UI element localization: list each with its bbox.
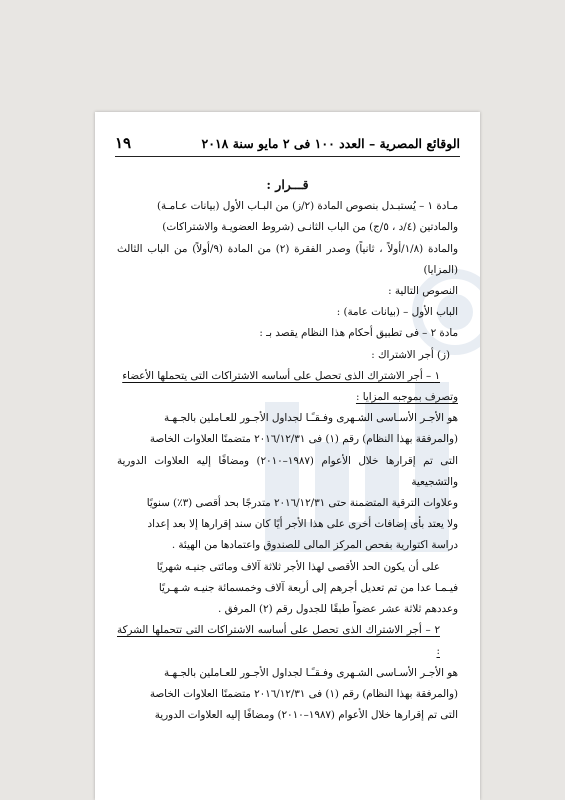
- text-line: (والمرفقة بهذا النظام) رقم (١) فى ٢٠١٦/١٢/٣١ متضمنًا العلاوات الخاصة: [149, 433, 458, 446]
- text-line: (ز) أجر الاشتراك :: [371, 348, 450, 361]
- document-body: [117, 174, 458, 726]
- page-number: ١٩: [115, 134, 132, 152]
- text-line: على أن يكون الحد الأقصى لهذا الأجر ثلاثة آلاف ومائتى جنيـه شهريًا: [156, 560, 440, 573]
- text-line: والمادة (١/٨/أولاً ، ثانياً) وصدر الفقرة (٢) من المادة (٩/أولاً) من الباب الثالث (المزايا): [117, 242, 458, 276]
- document-page: [95, 112, 480, 800]
- text-line: هو الأجـر الأسـاسى الشـهرى وفـقـًـا لجداول الأجـور للعـاملين بالجـهـة: [164, 412, 458, 425]
- clause-title: ١ – أجر الاشتراك الذى تحصل على أساسه الاشتراكات التى يتحملها الأعضاء: [122, 369, 440, 382]
- text-line: مـادة ١ – يُستبـدل بنصوص المادة (٢/ز) من البـاب الأول (بيانات عـامـة): [157, 200, 458, 213]
- page-header: [115, 134, 460, 157]
- text-line: وعلاوات الترقية المتضمنة حتى ٢٠١٦/١٢/٣١ متدرجًا بحد أقصى (٣٪) سنويًا: [146, 497, 458, 510]
- text-line: هو الأجـر الأسـاسى الشـهرى وفـقـًـا لجداول الأجـور للعـاملين بالجـهـة: [164, 666, 458, 679]
- text-line: التى تم إقرارها خلال الأعوام (١٩٨٧–٢٠١٠) ومضافًا إليه العلاوات الدورية والتشجيعية: [117, 454, 458, 488]
- text-line: مادة ٢ – فى تطبيق أحكام هذا النظام يقصد بـ :: [259, 327, 458, 340]
- text-line: النصوص التالية :: [388, 285, 458, 298]
- text-line: ولا يعتد بأى إضافات أخرى على هذا الأجر أيًا كان سند إقرارها إلا بعد إعداد: [147, 518, 458, 531]
- text-line: والمادتين (٤/د ، ٥/ج) من الباب الثانـى (شروط العضويـة والاشتراكات): [162, 221, 458, 234]
- text-line: فيـمـا عدا من تم تعديل أجرهم إلى أربعة آلاف وخمسمائة جنيـه شـهـريًا: [158, 581, 458, 594]
- text-line: (والمرفقة بهذا النظام) رقم (١) فى ٢٠١٦/١٢/٣١ متضمنًا العلاوات الخاصة: [149, 687, 458, 700]
- section-title: الباب الأول – (بيانات عامة) :: [336, 306, 458, 319]
- clause-title: ٢ – أجر الاشتراك الذى تحصل على أساسه الاشتراكات التى تتحملها الشركة :: [117, 624, 440, 658]
- text-line: دراسة اكتوارية بفحص المركز المالى للصندوق واعتمادها من الهيئة .: [171, 539, 458, 552]
- text-line: وعددهم ثلاثة عشر عضواً طبقًا للجدول رقم (٢) المرفق .: [218, 603, 458, 616]
- gazette-title: الوقائع المصرية – العدد ١٠٠ فى ٢ مايو سنة ٢٠١٨: [201, 136, 460, 151]
- clause-title: وتصرف بموجبه المزايا :: [355, 391, 458, 404]
- decision-heading: قـــرار :: [266, 177, 309, 192]
- text-line: التى تم إقرارها خلال الأعوام (١٩٨٧–٢٠١٠) ومضافًا إليه العلاوات الدورية: [154, 709, 458, 722]
